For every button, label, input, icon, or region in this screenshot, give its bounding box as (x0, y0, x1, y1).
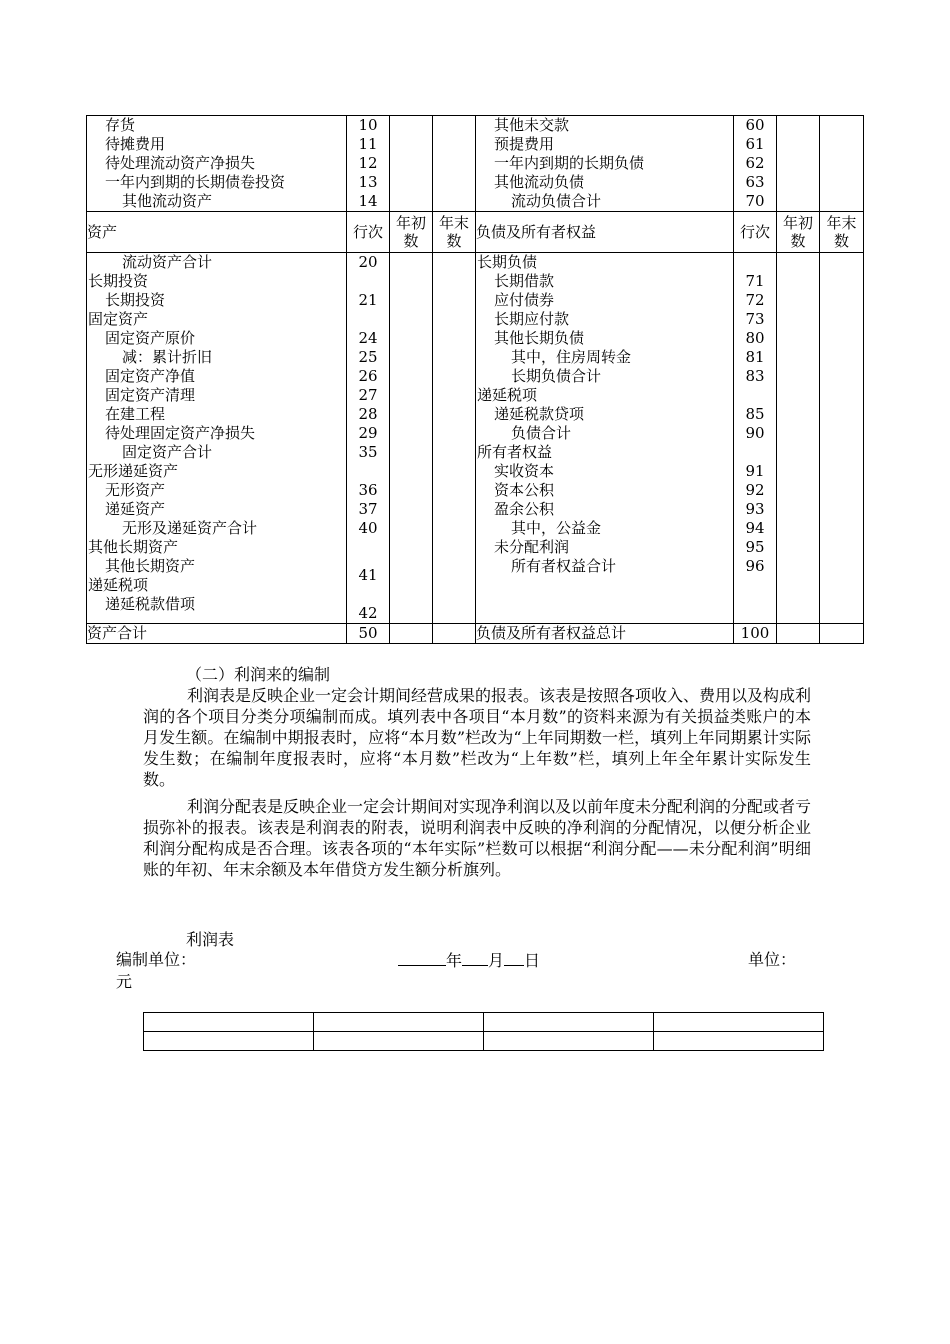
line-number: 73 (745, 310, 765, 328)
line-number: 61 (745, 135, 765, 153)
line-number: 80 (745, 329, 765, 347)
line-number: 70 (745, 192, 765, 210)
item-label: 在建工程 (105, 405, 166, 423)
item-label: 长期负债合计 (511, 367, 602, 385)
line-number (734, 443, 776, 462)
item-label: 其他流动负债 (494, 173, 585, 191)
item-label: 盈余公积 (494, 500, 555, 518)
item-label: 一年内到期的长期负债 (494, 154, 645, 172)
empty-cell (390, 624, 433, 644)
header-row (87, 212, 864, 253)
line-number: 63 (745, 173, 765, 191)
item-label: 固定资产清理 (105, 386, 196, 404)
item-label: 资本公积 (494, 481, 555, 499)
table-cell (484, 1032, 654, 1051)
line-number: 95 (745, 538, 765, 556)
empty-cell (820, 253, 864, 624)
item-label: 其他流动资产 (122, 192, 213, 210)
line-number: 62 (745, 154, 765, 172)
paragraph-profit-distribution: 利润分配表是反映企业一定会计期间对实现净利润以及以前年度未分配利润的分配或者亏损弥补的报表。该表是利润表的附表，说明利润表中反映的净利润的分配情况，以便分析企业利润分配构成是否合理。该表各项的“本年实际”栏数可以根据“利润分配——未分配利润”明细账的年初、年末余额及本年借贷方发生额分析旗列。 (143, 797, 812, 879)
line-number (347, 538, 389, 557)
empty-cell (820, 624, 864, 644)
table-cell (654, 1013, 824, 1032)
line-number: 42 (358, 604, 378, 622)
item-label: 实收资本 (494, 462, 555, 480)
date-line (398, 949, 540, 971)
header-end: 年末数 (433, 212, 476, 253)
section-heading: （二）利润来的编制 (186, 665, 331, 684)
item-label: 其他长期资产 (105, 557, 196, 575)
line-number: 93 (745, 500, 765, 518)
item-label: 负债合计 (511, 424, 572, 442)
item-label: 待摊费用 (105, 135, 166, 153)
item-label: 流动负债合计 (511, 192, 602, 210)
item-label: 无形及递延资产合计 (122, 519, 258, 537)
total-row (87, 624, 864, 644)
top-left-lines (347, 116, 390, 212)
line-number: 12 (358, 154, 378, 172)
item-label: 固定资产合计 (122, 443, 213, 461)
empty-cell (777, 253, 820, 624)
year-blank (398, 949, 446, 966)
item-label: 应付债券 (494, 291, 555, 309)
table-cell (484, 1013, 654, 1032)
item-label: 固定资产 (88, 310, 149, 328)
top-right-lines (734, 116, 777, 212)
item-label: 所有者权益 (477, 443, 553, 461)
item-label: 长期投资 (105, 291, 166, 309)
table-cell (314, 1032, 484, 1051)
line-number: 37 (358, 500, 378, 518)
day-blank (504, 949, 524, 966)
line-number: 13 (358, 173, 378, 191)
item-label: 递延资产 (105, 500, 166, 518)
line-number: 91 (745, 462, 765, 480)
total-assets-line: 50 (347, 624, 390, 644)
line-number: 40 (358, 519, 378, 537)
empty-cell (777, 624, 820, 644)
item-label: 无形递延资产 (88, 462, 179, 480)
line-number: 96 (745, 557, 765, 575)
item-label: 无形资产 (105, 481, 166, 499)
line-number: 20 (358, 253, 378, 271)
item-label: 减：累计折旧 (122, 348, 213, 366)
left-lines (347, 253, 390, 624)
table-row (144, 1032, 824, 1051)
total-liabilities-line: 100 (734, 624, 777, 644)
body-row (87, 253, 864, 624)
empty-cell (433, 116, 476, 212)
header-end-right: 年末数 (820, 212, 864, 253)
empty-cell (777, 116, 820, 212)
right-lines (734, 253, 777, 624)
line-number (347, 272, 389, 291)
item-label: 固定资产原价 (105, 329, 196, 347)
item-label: 所有者权益合计 (511, 557, 617, 575)
table-cell (144, 1032, 314, 1051)
line-number: 35 (358, 443, 378, 461)
item-label: 长期负债 (477, 253, 538, 271)
line-number: 94 (745, 519, 765, 537)
line-number: 14 (358, 192, 378, 210)
item-label: 其他长期负债 (494, 329, 585, 347)
item-label: 递延税项 (477, 386, 538, 404)
line-number (734, 253, 776, 272)
right-labels (476, 253, 734, 624)
line-number: 24 (358, 329, 378, 347)
line-number: 29 (358, 424, 378, 442)
year-label: 年 (446, 951, 463, 970)
currency-label: 单位： (748, 950, 797, 969)
empty-cell (820, 116, 864, 212)
line-number: 21 (358, 291, 378, 309)
line-number: 27 (358, 386, 378, 404)
line-number: 85 (745, 405, 765, 423)
profit-statement-title: 利润表 (186, 930, 235, 949)
line-number: 90 (745, 424, 765, 442)
unit-label: 编制单位： (116, 950, 197, 969)
header-begin: 年初数 (390, 212, 433, 253)
table-cell (314, 1013, 484, 1032)
line-number: 81 (745, 348, 765, 366)
line-number: 83 (745, 367, 765, 385)
item-label: 固定资产净值 (105, 367, 196, 385)
item-label: 预提费用 (494, 135, 555, 153)
month-blank (462, 949, 488, 966)
line-number: 41 (358, 566, 378, 584)
line-number: 25 (358, 348, 378, 366)
line-number (347, 585, 389, 604)
total-liabilities-label: 负债及所有者权益总计 (476, 624, 734, 644)
item-label: 递延税项 (88, 576, 149, 594)
total-assets-label: 资产合计 (87, 624, 347, 644)
profit-statement-table (143, 1012, 824, 1051)
empty-cell (390, 116, 433, 212)
line-number: 36 (358, 481, 378, 499)
line-number: 60 (745, 116, 765, 134)
item-label: 递延税款借项 (105, 595, 196, 613)
current-items-row (87, 116, 864, 212)
top-right-labels (476, 116, 734, 212)
item-label: 存货 (105, 116, 136, 134)
item-label: 待处理固定资产净损失 (105, 424, 256, 442)
line-number: 71 (745, 272, 765, 290)
item-label: 递延税款贷项 (494, 405, 585, 423)
empty-cell (390, 253, 433, 624)
header-line-no: 行次 (347, 212, 390, 253)
item-label: 流动资产合计 (122, 253, 213, 271)
line-number (347, 462, 389, 481)
day-label: 日 (524, 951, 541, 970)
table-row (144, 1013, 824, 1032)
item-label: 长期应付款 (494, 310, 570, 328)
table-cell (654, 1032, 824, 1051)
item-label: 长期投资 (88, 272, 149, 290)
paragraph-profit-statement: 利润表是反映企业一定会计期间经营成果的报表。该表是按照各项收入、费用以及构成利润的各个项目分类分项编制而成。填列表中各项目“本月数”的资料来源为有关损益类账户的本月发生额。在编制中期报表时，应将“本月数”栏改为“上年同期数一栏，填列上年同期累计实际发生数；在编制年度报表时，应将“本月数”栏改为“上年数”栏，填列上年全年累计实际发生数。 (143, 686, 812, 789)
line-number: 11 (358, 135, 378, 153)
line-number: 72 (745, 291, 765, 309)
month-label: 月 (488, 951, 505, 970)
line-number: 92 (745, 481, 765, 499)
line-number: 26 (358, 367, 378, 385)
empty-cell (433, 624, 476, 644)
line-number: 10 (358, 116, 378, 134)
table-cell (144, 1013, 314, 1032)
item-label: 长期借款 (494, 272, 555, 290)
balance-sheet-table (86, 115, 864, 644)
top-left-labels (87, 116, 347, 212)
item-label: 未分配利润 (494, 538, 570, 556)
header-line-no-right: 行次 (734, 212, 777, 253)
empty-cell (433, 253, 476, 624)
item-label: 其中，公益金 (511, 519, 602, 537)
left-labels (87, 253, 347, 624)
item-label: 其他长期资产 (88, 538, 179, 556)
header-begin-right: 年初数 (777, 212, 820, 253)
header-assets: 资产 (87, 212, 347, 253)
line-number (347, 310, 389, 329)
item-label: 待处理流动资产净损失 (105, 154, 256, 172)
header-liabilities: 负债及所有者权益 (476, 212, 734, 253)
currency-value: 元 (116, 972, 133, 991)
line-number: 28 (358, 405, 378, 423)
item-label: 其中，住房周转金 (511, 348, 632, 366)
line-number (734, 386, 776, 405)
item-label: 一年内到期的长期债卷投资 (105, 173, 286, 191)
item-label: 其他未交款 (494, 116, 570, 134)
